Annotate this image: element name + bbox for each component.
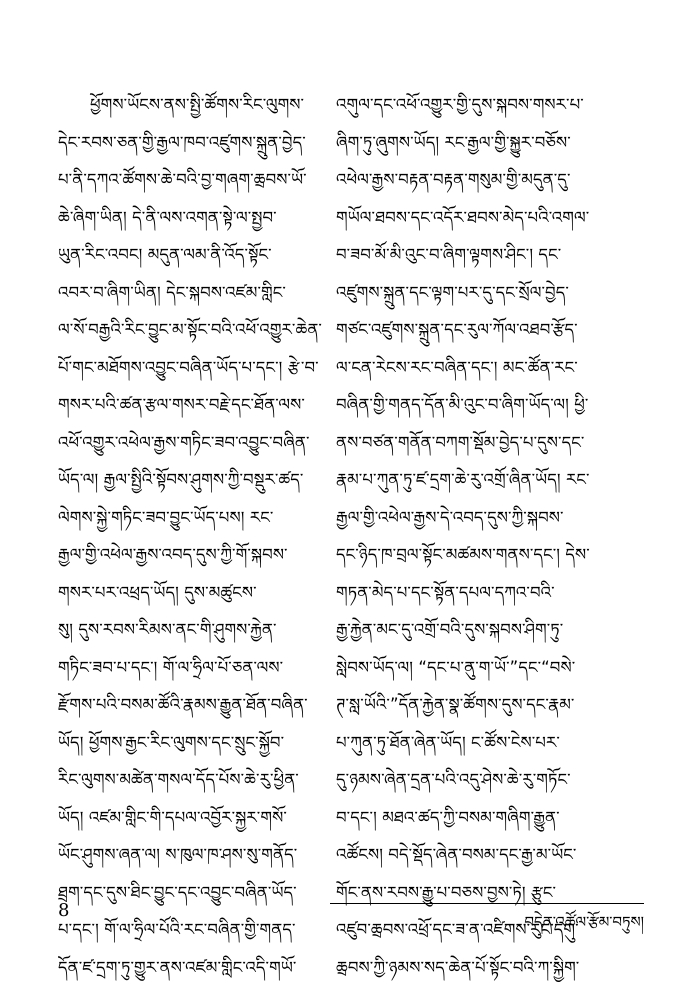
text-line: འཛུགས་སྐྲུན་དང་ལྟག་པར་དུ་དང་སྲོལ་བྱེད་ — [336, 274, 644, 312]
text-line: ལ་སོ་བརྒྱའི་རིང་བྱུང་མ་སྟོང་བའི་འཕོ་འགྱུར་ཆེན་ — [58, 311, 363, 349]
text-line: འགུལ་དང་འཕོ་འགྱུར་གྱི་དུས་སྐབས་གསར་པ་ — [336, 86, 644, 124]
text-line: པ་ནི་དཀའ་ཚོགས་ཆེ་བའི་བྱ་གཞག་ཆྲབས་ཡོ་ — [58, 161, 363, 199]
text-line: རྣམ་པ་ཀུན་ཏུ་ཛ་དྲག་ཆེ་རུ་འགྲོ་ཞིན་ཡོད། རང་ — [336, 461, 644, 499]
text-line: ཐྲག་དང་དུས་ཐིང་བྱུང་དང་འབྱུང་བཞིན་ཡོད་ — [58, 874, 363, 912]
text-line: ཡོང་ཤུགས་ཞན་ལ། ས་ཁུལ་ཁ་ཤས་སུ་གནོད་ — [58, 836, 363, 874]
right-text-column — [336, 86, 644, 986]
page-number: 8 — [58, 900, 69, 921]
text-line: རྒྱལ་གྱི་འཕེལ་རྒྱས་དེ་འབད་དུས་ཀྱི་སྐབས་ — [336, 499, 644, 537]
text-line: དུ་ཉམས་ཞེན་དྲན་པའི་འདུ་ཤེས་ཆེ་རུ་གཏོང་ — [336, 761, 644, 799]
text-line: ཆྲབས་ཀྱི་ཉམས་སད་ཆེན་པོ་སྟོང་བའི་ཀ་སྐྱིག་ — [336, 949, 644, 986]
running-title: བདེན་འཚོལ་རྩོམ་བཏུས། — [524, 906, 644, 948]
text-line: གོང་ནས་རབས་རྒྱུ་པ་བཅས་བྱས་ཏེ། རྩུང་ — [336, 874, 644, 912]
text-line: དང་ཉིད་ཁ་བྲལ་སྟོང་མཚམས་གནས་དང་། དེས་ — [336, 536, 644, 574]
text-line: ཕྱོགས་ཡོངས་ནས་སྤྱི་ཚོགས་རིང་ལུགས་ — [58, 86, 363, 124]
text-line: ནས་བཙན་གནོན་བཀག་སྡོམ་བྱེད་པ་དུས་དང་ — [336, 424, 644, 462]
text-line: རྒྱ་རྐྱེན་མང་དུ་འགྲོ་བའི་དུས་སྐབས་ཤིག་ཏུ་ — [336, 611, 644, 649]
text-line: གཏན་མེད་པ་དང་སྟོན་དཔལ་དཀའ་བའི་ — [336, 574, 644, 612]
text-line: རྒྱལ་གྱི་འཕེལ་རྒྱས་འབད་དུས་ཀྱི་གོ་སྐབས་ — [58, 536, 363, 574]
text-line: ཡོད། ཕྱོགས་རྒྱང་རིང་ལུགས་དང་སྲུང་སྐྱོབ་ — [58, 724, 363, 762]
text-line: ཆེ་ཞིག་ཡིན། དེ་ནི་ལས་འགན་སྟེ་ལ་སྤྱབ་ — [58, 199, 363, 237]
text-line: ལེགས་སྐྱེ་གཏིང་ཟབ་བྱུང་ཡོད་པས། རང་ — [58, 499, 363, 537]
text-line: འབར་བ་ཞིག་ཡིན། དེང་སྐབས་འཛམ་གླིང་ — [58, 274, 363, 312]
text-line: ཞིག་ཏུ་ཞུགས་ཡོད། རང་རྒྱལ་གྱི་སྐྱུར་བཅོས་ — [336, 124, 644, 162]
text-line: གསར་པར་འཕྲད་ཡོད། དུས་མཚུངས་ — [58, 574, 363, 612]
text-line: སུ། དུས་རབས་རིམས་ནང་གི་ཤུགས་རྐྱེན་ — [58, 611, 363, 649]
text-line: བཞིན་གྱི་གནད་དོན་མི་འུང་བ་ཞིག་ཡོད་ལ། ཕྱི་ — [336, 386, 644, 424]
text-line: ཡོད། འཛམ་གླིང་གི་དཔལ་འབྱོར་སྐྱར་གསོ་ — [58, 799, 363, 837]
text-line: གསར་པའི་ཚན་རྩལ་གསར་བརྗེ་དང་ཐོན་ལས་ — [58, 386, 363, 424]
text-line: རྫོགས་པའི་བསམ་ཚོའི་རྣམས་རྒྱུན་ཐོན་བཞིན་ — [58, 686, 363, 724]
text-line: བ་དང་། མཐའ་ཚད་ཀྱི་བསམ་གཞིག་རྒྱུན་ — [336, 799, 644, 837]
text-line: པ་དང་། གོ་ལ་ཧྲིལ་པོའི་རང་བཞིན་གྱི་གནད་ — [58, 911, 363, 949]
text-line: འཕོ་འགྱུར་འཕེལ་རྒྱས་གཏིང་ཟབ་འབྱུང་བཞིན་ — [58, 424, 363, 462]
text-line: གཡོལ་ཐབས་དང་འདོར་ཐབས་མེད་པའི་འགལ་ — [336, 199, 644, 237]
text-line: བ་ཟབ་མོ་མི་འུང་བ་ཞིག་ལྟགས་ཤིང་། དང་ — [336, 236, 644, 274]
text-line: གཙང་འཛུགས་སྐྲུན་དང་རུལ་ཀོལ་འཐབ་རྩོད་ — [336, 311, 644, 349]
footer-rule — [330, 903, 644, 904]
text-line: འཚོངས། བདེ་སྡོད་ཞེན་བསམ་དང་རྒྱ་མ་ཡོང་ — [336, 836, 644, 874]
text-line: ཡུན་རིང་འབང། མདུན་ལམ་ནི་འོད་སྟོང་ — [58, 236, 363, 274]
text-line: པ་ཀུན་ཏུ་ཐོན་ཞེན་ཡོད། ང་ཚོས་ངེས་པར་ — [336, 724, 644, 762]
left-text-column — [58, 86, 363, 986]
text-line: ཊ་སླ་ཡོའི་”དོན་རྐྱེན་སྣ་ཚོགས་དུས་དང་རྣམ་ — [336, 686, 644, 724]
text-line: གཏིང་ཟབ་པ་དང་། གོ་ལ་ཧྲིལ་པོ་ཅན་ལས་ — [58, 649, 363, 687]
text-line: དེང་རབས་ཅན་གྱི་རྒྱལ་ཁབ་འཛུགས་སྐྲུན་བྱེད་ — [58, 124, 363, 162]
text-line: པོ་གང་མཐོགས་འབྱུང་བཞིན་ཡོད་པ་དང་། རྩེ་བ་ — [58, 349, 363, 387]
text-line: སླེབས་ཡོད་ལ། “དང་པ་ནུ་ག་ཡོ་”དང་“བསེ་ — [336, 649, 644, 687]
text-line: ལ་ངན་རེངས་རང་བཞིན་དང་། མང་ཚོན་རང་ — [336, 349, 644, 387]
text-line: འཕེལ་རྒྱས་བརྟན་བརྟན་གསུམ་གྱི་མདུན་དུ་ — [336, 161, 644, 199]
text-line: འཛུབ་ཆྲབས་འཕྲོ་དང་ཟ་ན་འཛིགས་རུང་དགུ་ — [336, 911, 644, 949]
text-line: རིང་ལུགས་མཚེན་གསལ་དོད་པོས་ཆེ་རུ་ཕྱིན་ — [58, 761, 363, 799]
text-line: ཡོད་ལ། རྒྱལ་སྤྱིའི་སྟོབས་ཤུགས་ཀྱི་བསྡུར་ཚད་ — [58, 461, 363, 499]
text-line: དོན་ཛ་དྲག་ཏུ་གྱུར་ནས་འཛམ་གླིང་འདི་གཡོ་ — [58, 949, 363, 986]
